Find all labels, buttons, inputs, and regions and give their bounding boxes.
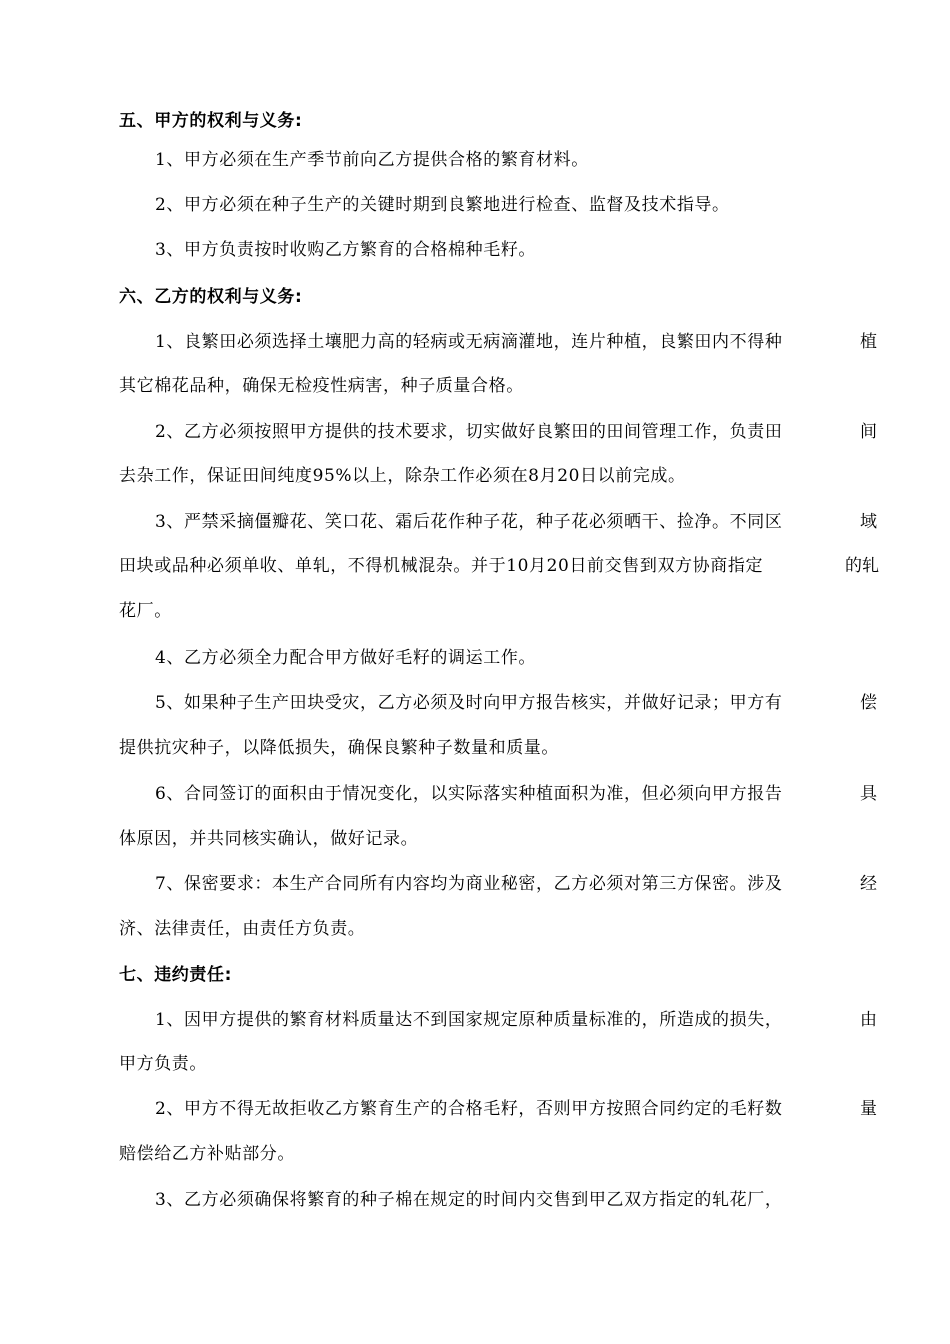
section-6-item-6-line-1-tail: 具 [860, 784, 877, 804]
section-6-item-5-line-1-tail: 偿 [860, 693, 877, 713]
section-6-item-2-line-1-tail: 间 [860, 422, 877, 442]
section-6-item-5-line-1: 5、如果种子生产田块受灾，乙方必须及时向甲方报告核实，并做好记录；甲方有 [155, 693, 783, 713]
section-6-item-1-line-1: 1、良繁田必须选择土壤肥力高的轻病或无病滴灌地，连片种植，良繁田内不得种 [155, 332, 783, 352]
section-6-item-4: 4、乙方必须全力配合甲方做好毛籽的调运工作。 [155, 648, 537, 668]
section-6-item-7-line-2: 济、法律责任，由责任方负责。 [119, 919, 366, 939]
section-7-item-2-line-2: 赔偿给乙方补贴部分。 [119, 1144, 295, 1164]
section-7-item-1-line-2: 甲方负责。 [119, 1054, 207, 1074]
section-5-item-2: 2、甲方必须在种子生产的关键时期到良繁地进行检查、监督及技术指导。 [155, 195, 730, 215]
section-6-heading: 六、乙方的权利与义务: [119, 287, 303, 307]
section-6-item-3-line-2-tail: 的轧 [845, 556, 879, 576]
section-6-item-7-line-1: 7、保密要求：本生产合同所有内容均为商业秘密，乙方必须对第三方保密。涉及 [155, 874, 783, 894]
section-7-item-2-line-1: 2、甲方不得无故拒收乙方繁育生产的合格毛籽，否则甲方按照合同约定的毛籽数 [155, 1099, 783, 1119]
section-6-item-3-line-3: 花厂。 [119, 601, 172, 621]
section-6-item-7-line-1-tail: 经 [860, 874, 877, 894]
section-5-item-3: 3、甲方负责按时收购乙方繁育的合格棉种毛籽。 [155, 240, 537, 260]
section-6-item-1-line-2: 其它棉花品种，确保无检疫性病害，种子质量合格。 [119, 376, 524, 396]
section-6-item-6-line-2: 体原因，并共同核实确认，做好记录。 [119, 829, 419, 849]
section-6-item-2-line-2: 去杂工作，保证田间纯度95%以上，除杂工作必须在8月20日以前完成。 [119, 466, 686, 486]
section-6-item-3-line-1-tail: 域 [860, 512, 877, 532]
section-7-item-3-line-1: 3、乙方必须确保将繁育的种子棉在规定的时间内交售到甲乙双方指定的轧花厂， [155, 1190, 783, 1210]
section-6-item-1-line-1-tail: 植 [860, 332, 877, 352]
section-6-item-3-line-2: 田块或品种必须单收、单轧，不得机械混杂。并于10月20日前交售到双方协商指定 [119, 556, 764, 576]
section-7-item-1-line-1-tail: 由 [860, 1010, 877, 1030]
section-7-heading: 七、违约责任: [119, 965, 232, 985]
section-6-item-5-line-2: 提供抗灾种子，以降低损失，确保良繁种子数量和质量。 [119, 738, 559, 758]
section-7-item-2-line-1-tail: 量 [860, 1099, 877, 1119]
section-6-item-3-line-1: 3、严禁采摘僵瓣花、笑口花、霜后花作种子花，种子花必须晒干、捡净。不同区 [155, 512, 783, 532]
section-6-item-2-line-1: 2、乙方必须按照甲方提供的技术要求，切实做好良繁田的田间管理工作，负责田 [155, 422, 783, 442]
section-7-item-1-line-1: 1、因甲方提供的繁育材料质量达不到国家规定原种质量标准的，所造成的损失， [155, 1010, 783, 1030]
section-5-item-1: 1、甲方必须在生产季节前向乙方提供合格的繁育材料。 [155, 150, 589, 170]
section-6-item-6-line-1: 6、合同签订的面积由于情况变化，以实际落实种植面积为准，但必须向甲方报告 [155, 784, 783, 804]
section-5-heading: 五、甲方的权利与义务: [119, 111, 303, 131]
